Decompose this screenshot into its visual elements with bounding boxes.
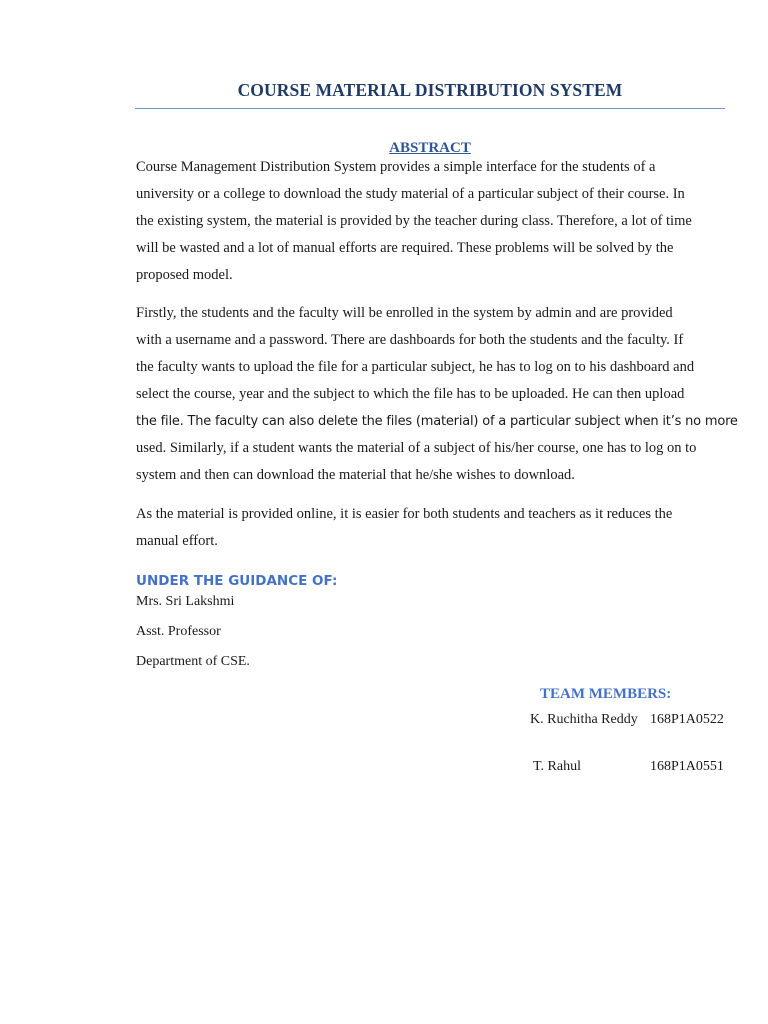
paragraph-line: the faculty wants to upload the file for a particular subject, he has to log on to his dashboard and bbox=[136, 359, 695, 375]
team-member-id: 168P1A0551 bbox=[650, 759, 724, 774]
paragraph-line: Course Management Distribution System provides a simple interface for the students of a bbox=[136, 159, 656, 175]
team-members-heading: TEAM MEMBERS: bbox=[540, 686, 672, 702]
paragraph-line: select the course, year and the subject to which the file has to be uploaded. He can then upload bbox=[136, 386, 685, 402]
paragraph-line: university or a college to download the study material of a particular subject of their course. In bbox=[136, 186, 685, 202]
guide-department: Department of CSE. bbox=[136, 654, 250, 669]
paragraph-line: the existing system, the material is provided by the teacher during class. Therefore, a lot of time bbox=[136, 213, 692, 229]
paragraph-line: system and then can download the material that he/she wishes to download. bbox=[136, 467, 575, 483]
paragraph-line: Firstly, the students and the faculty will be enrolled in the system by admin and are provided bbox=[136, 305, 673, 321]
guide-designation: Asst. Professor bbox=[136, 624, 221, 639]
team-member-name: T. Rahul bbox=[533, 759, 581, 774]
document-title: COURSE MATERIAL DISTRIBUTION SYSTEM bbox=[237, 80, 623, 100]
paragraph-line: proposed model. bbox=[136, 267, 233, 283]
paragraph-line: As the material is provided online, it is easier for both students and teachers as it reduces the bbox=[136, 506, 673, 522]
guidance-heading: UNDER THE GUIDANCE OF: bbox=[136, 573, 338, 589]
guide-name: Mrs. Sri Lakshmi bbox=[136, 594, 235, 609]
abstract-paragraph-3 bbox=[136, 501, 726, 555]
abstract-heading: ABSTRACT bbox=[389, 140, 471, 156]
paragraph-line: will be wasted and a lot of manual efforts are required. These problems will be solved by the bbox=[136, 240, 674, 256]
paragraph-line: the file. The faculty can also delete the files (material) of a particular subject when it’s no more bbox=[136, 414, 738, 429]
team-member-name: K. Ruchitha Reddy bbox=[530, 712, 638, 727]
abstract-paragraph-2 bbox=[136, 300, 738, 489]
abstract-paragraph-1 bbox=[136, 154, 726, 289]
title-underline-rule bbox=[135, 108, 725, 109]
paragraph-line: with a username and a password. There are dashboards for both the students and the faculty. If bbox=[136, 332, 684, 348]
team-member-id: 168P1A0522 bbox=[650, 712, 724, 727]
paragraph-line: manual effort. bbox=[136, 533, 218, 549]
paragraph-line: used. Similarly, if a student wants the material of a subject of his/her course, one has to log on to bbox=[136, 440, 697, 456]
